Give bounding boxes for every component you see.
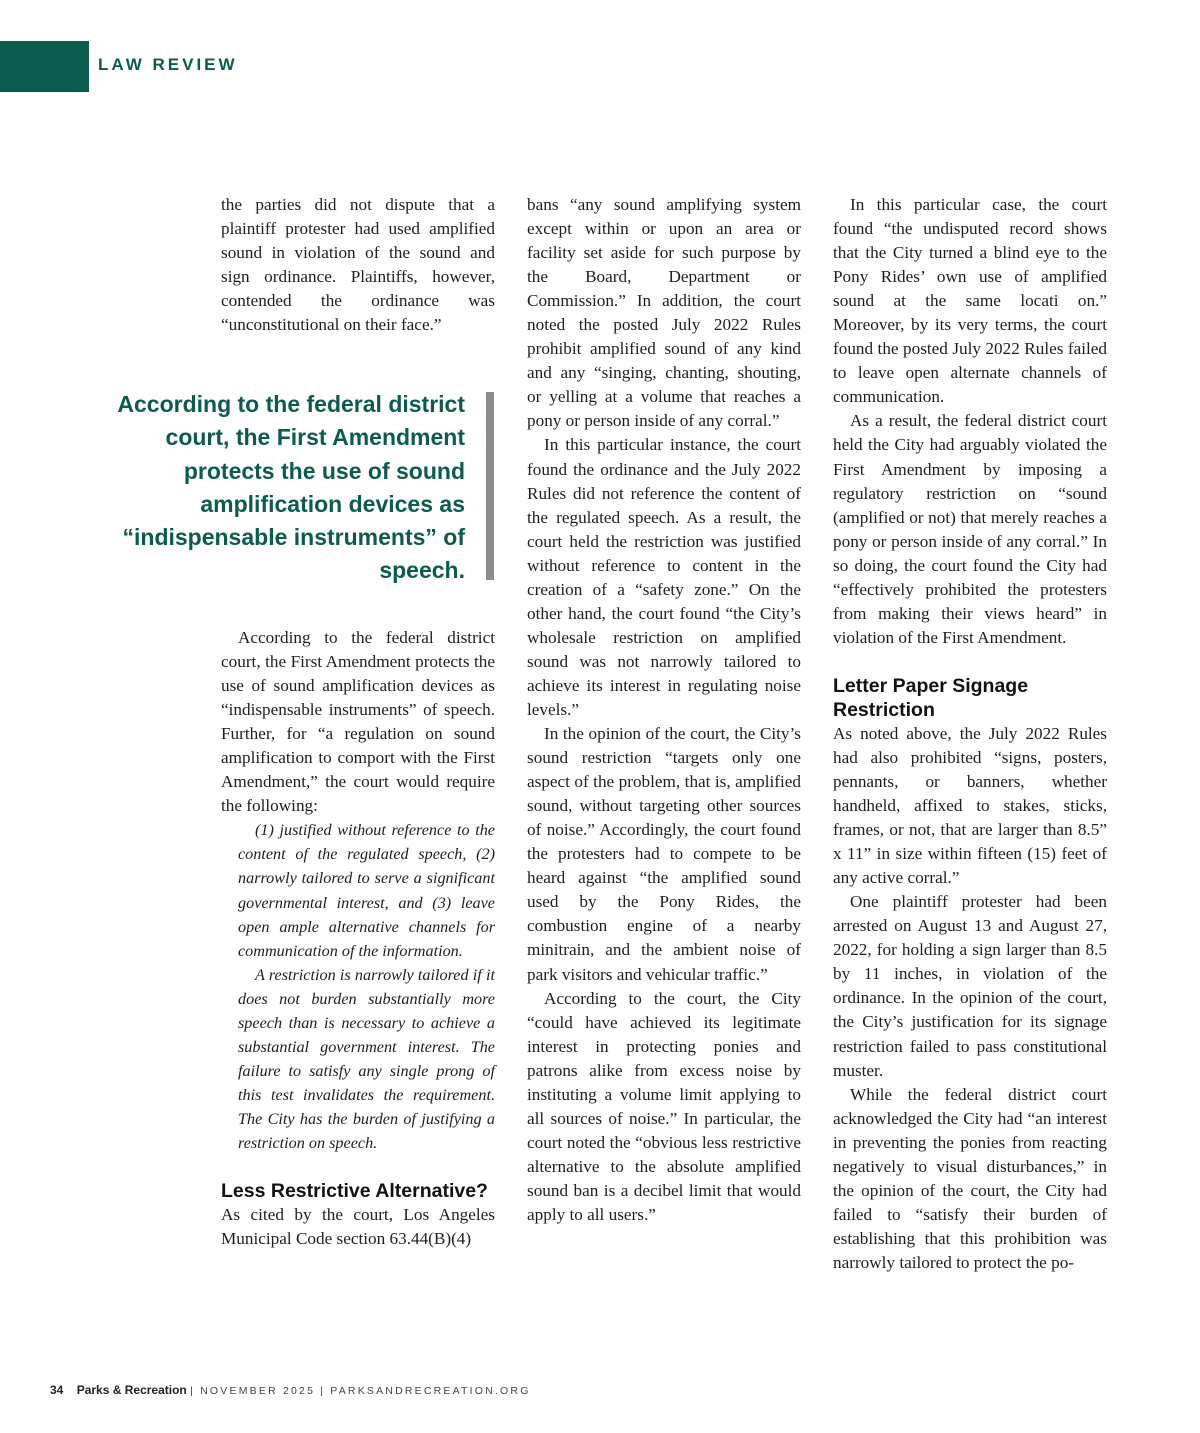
quote-paragraph: A restriction is narrowly tailored if it does not burden substantially more speech than is necessary to achieve a substantial government interest. The failure to satisfy any single prong of this test invalidates the requirement. The City has the burden of justifying a restriction on speech. <box>238 965 495 1152</box>
pull-quote: According to the federal district court, the First Amendment protects the use of sound amplification devices as “indispensable instruments” of speech. <box>117 391 465 584</box>
paragraph: According to the federal district court, the First Amendment protects the use of sound amplification devices as “indispensable instruments” of speech. Further, for “a regulation on sound amplification to comport with the First Amendment,” the court would require the following: <box>221 628 495 816</box>
paragraph: As cited by the court, Los Angeles Municipal Code section 63.44(B)(4) <box>221 1205 495 1249</box>
paragraph: One plaintiff protester had been arrested on August 13 and August 27, 2022, for holding a sign larger than 8.5 by 11 inches, in violation of the ordinance. In the opinion of the court, the City’s justification for its signage restriction failed to pass constitutional muster. <box>833 892 1107 1080</box>
section-label: LAW REVIEW <box>98 55 238 74</box>
column-1-bottom <box>221 626 495 1251</box>
paragraph: While the federal district court acknowledged the City had “an interest in preventing the ponies from reacting negatively to visual disturbances,” in the opinion of the court, the City had failed to “satisfy their burden of establishing that this prohibition was narrowly tailored to protect the po- <box>833 1084 1107 1272</box>
section-heading: Letter Paper Signage Restriction <box>833 674 1029 721</box>
column-2 <box>527 193 801 1227</box>
block-quote <box>238 818 495 1155</box>
quote-paragraph: (1) justified without reference to the content of the regulated speech, (2) narrowly tailored to serve a significant governmental interest, and (3) leave open ample alternative channels for communication of the information. <box>238 821 495 960</box>
section-heading: Less Restrictive Alternative? <box>221 1180 488 1203</box>
paragraph: In this particular case, the court found “the undisputed record shows that the City turned a blind eye to the Pony Rides’ own use of amplified sound at the same locati on.” Moreover, by its very terms, the court found the posted July 2022 Rules failed to leave open alternate channels of communication. <box>833 195 1107 407</box>
paragraph: As noted above, the July 2022 Rules had also prohibited “signs, posters, pennants, or banners, whether handheld, affixed to stakes, sticks, frames, or not, that are larger than 8.5” x 11” in size within fifteen (15) feet of any active corral.” <box>833 723 1107 888</box>
footer-issue-info: | NOVEMBER 2025 | PARKSANDRECREATION.ORG <box>190 1385 531 1397</box>
paragraph: In this particular instance, the court found the ordinance and the July 2022 Rules did not reference the content of the regulated speech. As a result, the court held the restriction was justified without reference to content in the creation of a “safety zone.” On the other hand, the court found “the City’s wholesale restriction on amplified sound was not narrowly tailored to achieve its interest in regulating noise levels.” <box>527 435 801 719</box>
paragraph: According to the court, the City “could have achieved its legitimate interest in protecting ponies and patrons alike from excess noise by instituting a volume limit applying to all sources of noise.” In particular, the court noted the “obvious less restrictive alternative to the absolute amplified sound ban is a decibel limit that would apply to all users.” <box>527 988 801 1224</box>
page-number: 34 <box>50 1383 64 1397</box>
paragraph: In the opinion of the court, the City’s sound restriction “targets only one aspect of the problem, that is, amplified sound, without targeting other sources of noise.” Accordingly, the court found the protesters had to compete to be heard against “the amplified sound used by the Pony Rides, the combustion engine of a nearby minitrain, and the ambient noise of park visitors and vehicular traffic.” <box>527 724 801 984</box>
column-1-top <box>221 193 495 337</box>
paragraph: bans “any sound amplifying system except within or upon an area or facility set aside for such purpose by the Board, Department or Commission.” In addition, the court noted the posted July 2022 Rules prohibit amplified sound of any kind and any “singing, chanting, shouting, or yelling at a volume that reaches a pony or person inside of any corral.” <box>527 195 801 431</box>
magazine-name: Parks & Recreation <box>76 1383 187 1397</box>
pull-quote-rule <box>486 392 494 580</box>
header-color-block <box>0 41 89 92</box>
column-3 <box>833 193 1107 1275</box>
paragraph: the parties did not dispute that a plaintiff protester had used amplified sound in violation of the sound and sign ordinance. Plaintiffs, however, contended the ordinance was “unconstitutional on their face.” <box>221 195 495 335</box>
paragraph: As a result, the federal district court held the City had arguably violated the First Amendment by imposing a regulatory restriction on “sound (amplified or not) that merely reaches a pony or person inside of any corral.” In so doing, the court found the City had “effectively prohibited the protesters from making their views heard” in violation of the First Amendment. <box>833 411 1107 647</box>
page-footer <box>50 1383 531 1397</box>
